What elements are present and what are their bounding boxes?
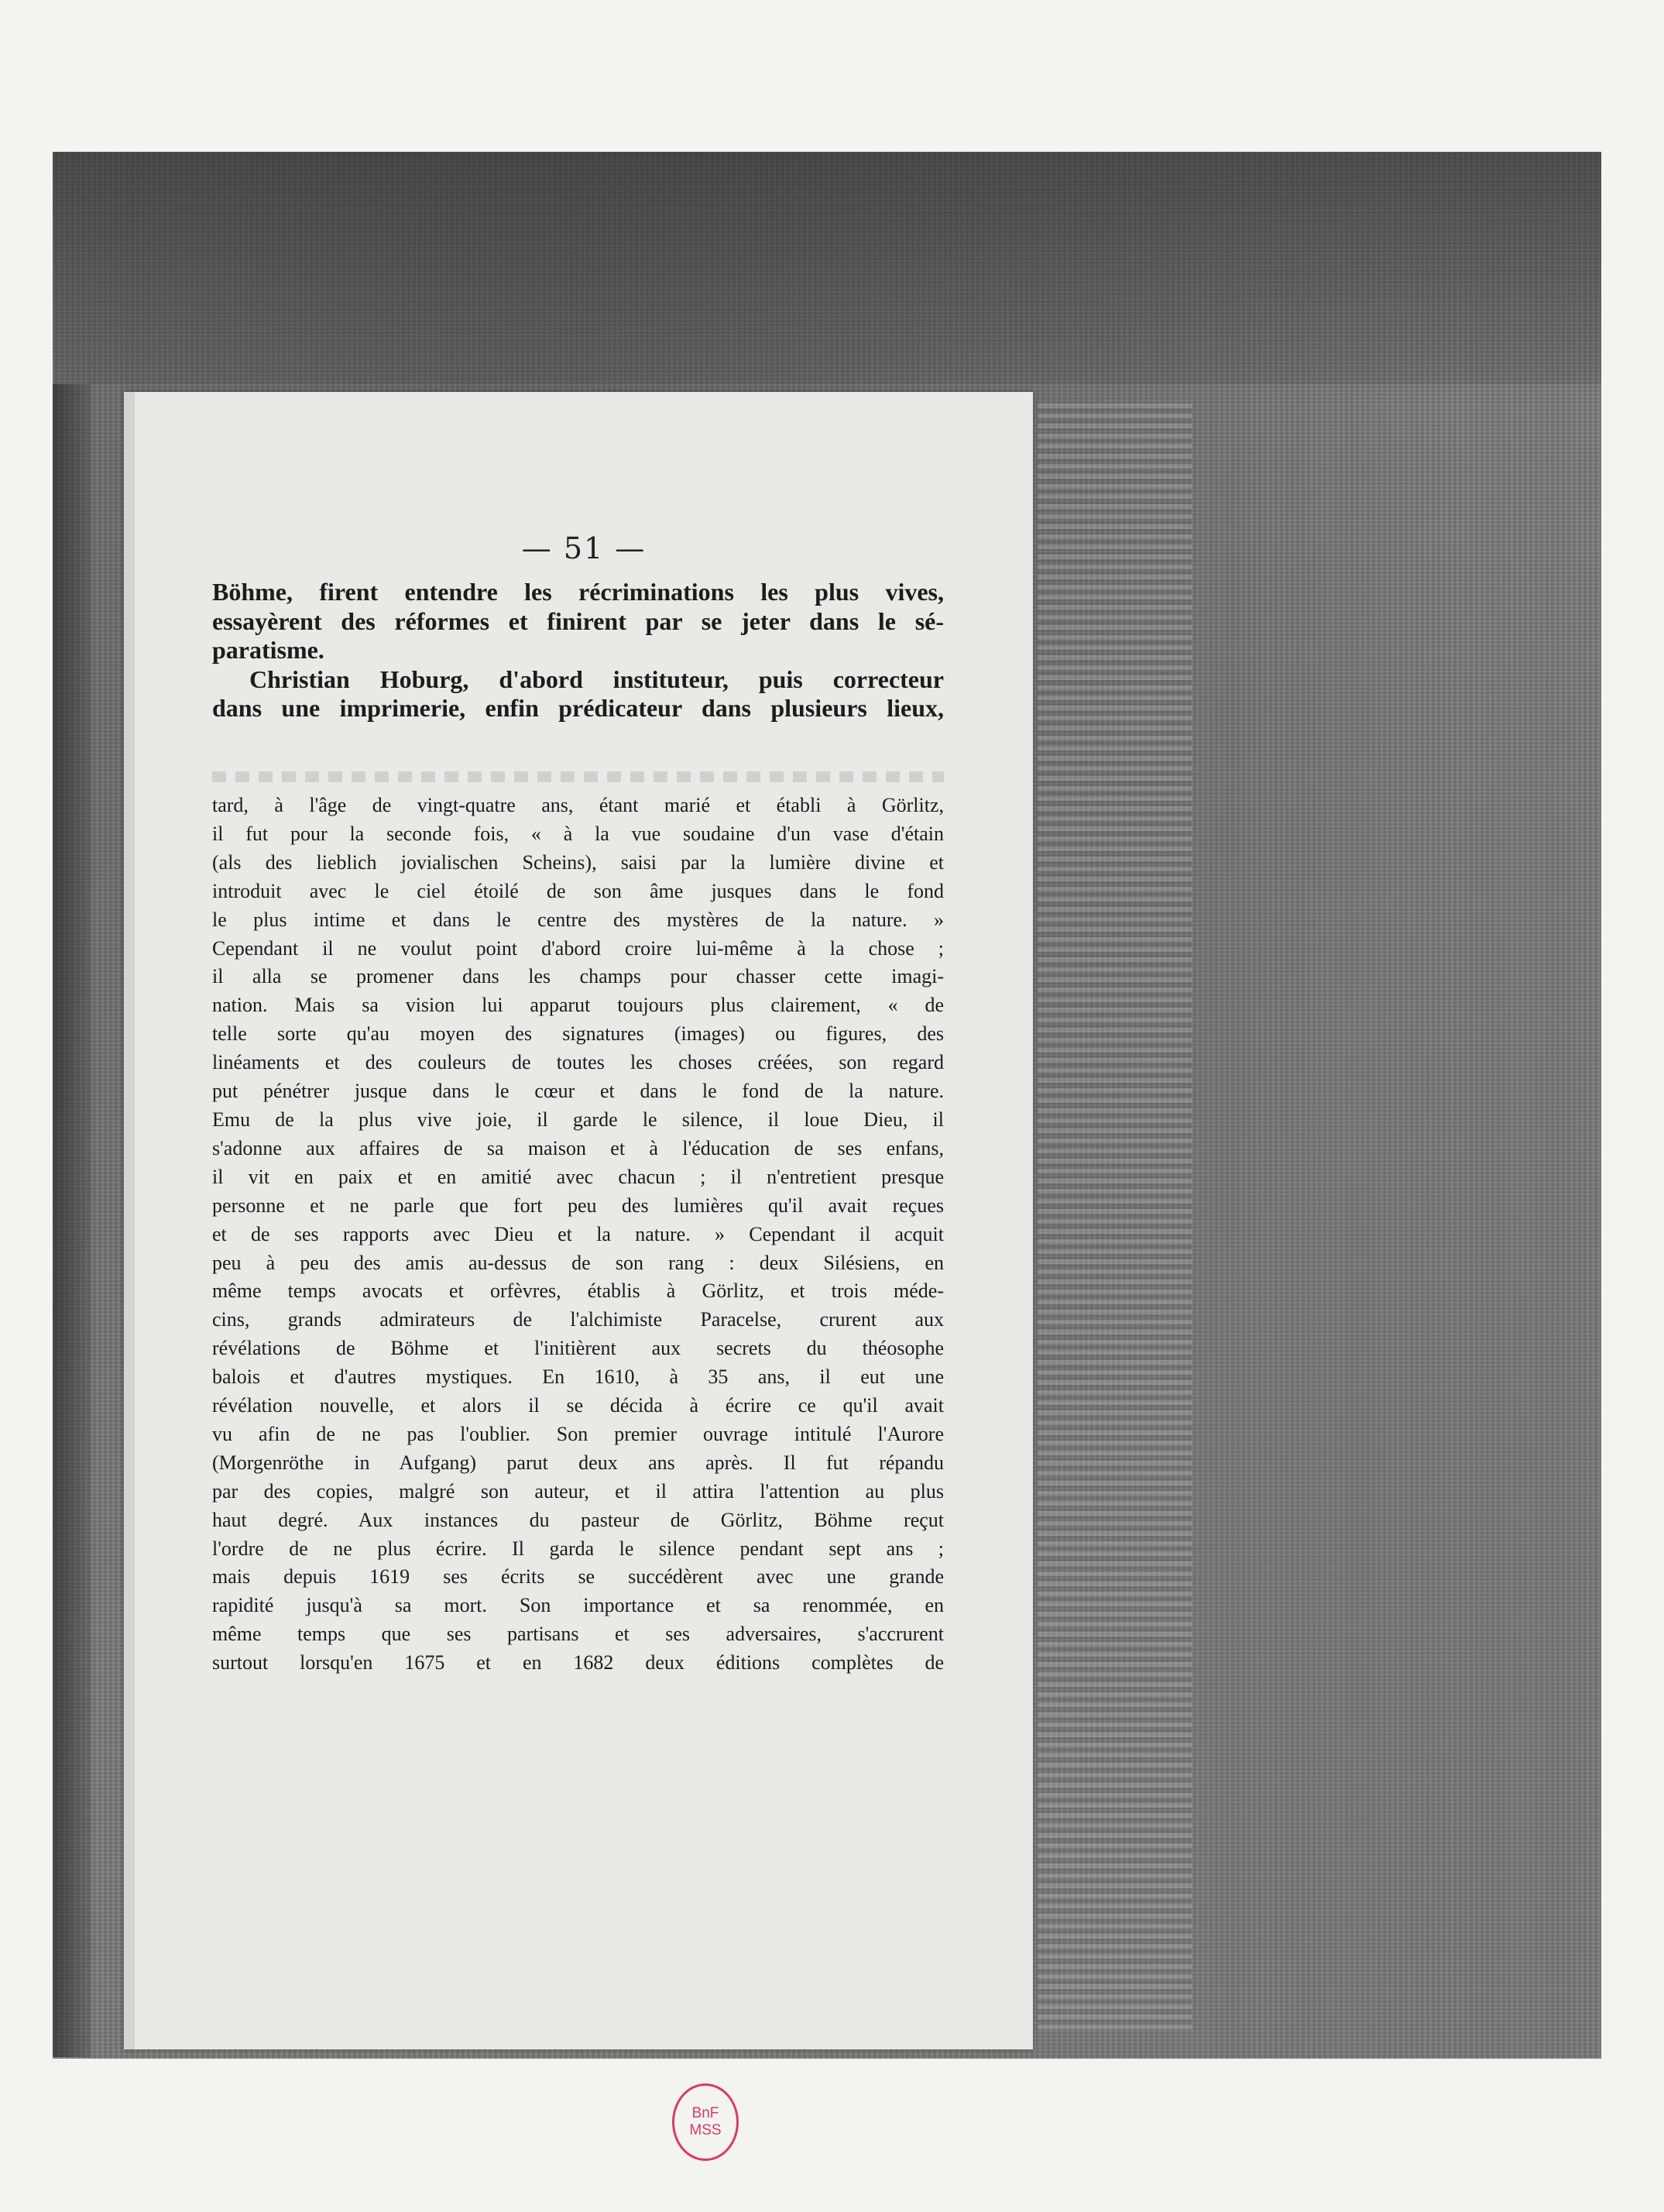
text-line: linéaments et des couleurs de toutes les choses créées, son regard: [212, 1051, 944, 1074]
text-line: révélations de Böhme et l'initièrent aux secrets du théosophe: [212, 1337, 944, 1360]
text-line: Christian Hoburg, d'abord instituteur, puis correcteur: [249, 665, 944, 693]
text-line: cins, grands admirateurs de l'alchimiste Paracelse, crurent aux: [212, 1308, 944, 1331]
text-line: le plus intime et dans le centre des mystères de la nature. »: [212, 908, 944, 931]
printed-page: [124, 392, 1033, 2138]
text-line: révélation nouvelle, et alors il se décida à écrire ce qu'il avait: [212, 1394, 944, 1417]
text-line: vu afin de ne pas l'oublier. Son premier ouvrage intitulé l'Aurore: [212, 1422, 944, 1445]
photostat-right-texture: [1038, 403, 1192, 2029]
stamp-line: MSS: [689, 2122, 722, 2138]
text-line: même temps avocats et orfèvres, établis à Görlitz, et trois méde-: [212, 1279, 944, 1303]
text-line: Böhme, firent entendre les récriminations les plus vives,: [212, 578, 944, 606]
text-line: tard, à l'âge de vingt-quatre ans, étant marié et établi à Görlitz,: [212, 794, 944, 816]
text-line: mais depuis 1619 ses écrits se succédèrent avec une grande: [212, 1565, 944, 1589]
text-line: il fut pour la seconde fois, « à la vue soudaine d'un vase d'étain: [212, 822, 944, 845]
text-line: par des copies, malgré son auteur, et il attira l'attention au plus: [212, 1479, 944, 1503]
main-text-block: [212, 792, 944, 1678]
text-line: nation. Mais sa vision lui apparut toujours plus clairement, « de: [212, 994, 944, 1017]
top-text-block: [212, 578, 944, 723]
text-line: et de ses rapports avec Dieu et la nature. » Cependant il acquit: [212, 1222, 944, 1245]
page-number: — 51 —: [521, 531, 647, 565]
text-line: surtout lorsqu'en 1675 et en 1682 deux éditions complètes de: [212, 1651, 944, 1674]
text-line: il vit en paix et en amitié avec chacun ; il n'entretient presque: [212, 1165, 944, 1188]
text-line: dans une imprimerie, enfin prédicateur dans plusieurs lieux,: [212, 694, 944, 722]
text-line: rapidité jusqu'à sa mort. Son importance et sa renommée, en: [212, 1594, 944, 1617]
photostat-top-shade: [53, 152, 1601, 384]
text-line: il alla se promener dans les champs pour chasser cette imagi-: [212, 965, 944, 988]
text-line: telle sorte qu'au moyen des signatures (images) ou figures, des: [212, 1022, 944, 1046]
text-line: paratisme.: [212, 636, 324, 664]
text-line: personne et ne parle que fort peu des lumières qu'il avait reçues: [212, 1194, 944, 1217]
text-line: put pénétrer jusque dans le cœur et dans le fond de la nature.: [212, 1080, 944, 1103]
text-line: Emu de la plus vive joie, il garde le silence, il loue Dieu, il: [212, 1108, 944, 1131]
library-stamp: [672, 2083, 739, 2161]
text-line: haut degré. Aux instances du pasteur de Görlitz, Böhme reçut: [212, 1508, 944, 1531]
text-line: introduit avec le ciel étoilé de son âme jusques dans le fond: [212, 879, 944, 902]
text-line: peu à peu des amis au-dessus de son rang : deux Silésiens, en: [212, 1251, 944, 1274]
text-line: s'adonne aux affaires de sa maison et à l'éducation de ses enfans,: [212, 1136, 944, 1159]
text-line: même temps que ses partisans et ses adversaires, s'accrurent: [212, 1623, 944, 1646]
stamp-line: BnF: [691, 2105, 719, 2121]
text-line: Cependant il ne voulut point d'abord croire lui-même à la chose ;: [212, 936, 944, 960]
photostat-left-band: [53, 384, 91, 2057]
show-through-line: [212, 771, 944, 782]
text-line: (als des lieblich jovialischen Scheins), saisi par la lumière divine et: [212, 850, 944, 874]
text-line: l'ordre de ne plus écrire. Il garda le silence pendant sept ans ;: [212, 1537, 944, 1560]
text-line: balois et d'autres mystiques. En 1610, à 35 ans, il eut une: [212, 1365, 944, 1389]
text-line: essayèrent des réformes et finirent par se jeter dans le sé-: [212, 606, 944, 635]
text-line: (Morgenröthe in Aufgang) parut deux ans après. Il fut répandu: [212, 1451, 944, 1474]
